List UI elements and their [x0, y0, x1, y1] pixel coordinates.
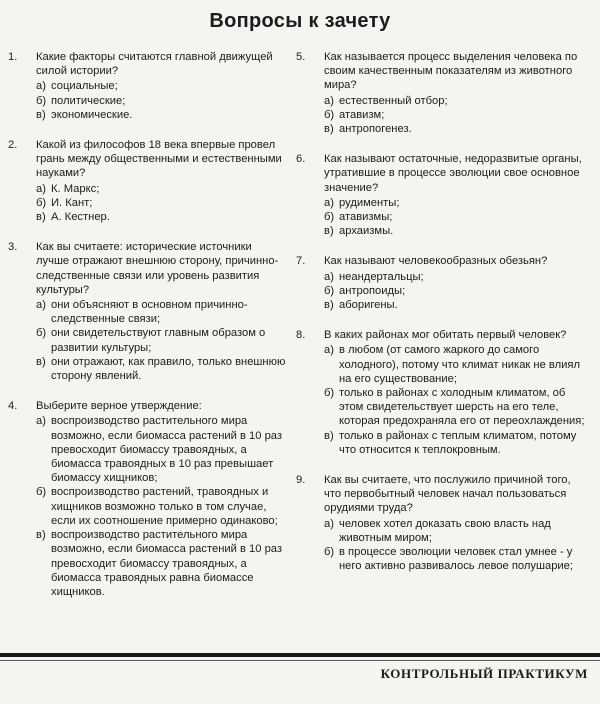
question-1	[8, 50, 286, 122]
option-a: а) естественный отбор;	[324, 94, 448, 107]
question-number: 3.	[8, 241, 18, 254]
question-number: 5.	[296, 51, 306, 63]
question-text: Как называют остаточные, недоразвитые органы, утратившие в процессе эволюции свое основное значение?	[324, 153, 582, 194]
option-b: б) антропоиды;	[324, 284, 406, 297]
option-a: а) воспроизводство растительного мира возможно, если биомасса растений в 10 раз превосходит биомассу травоядных, а биомасса травоядных в 10 раз превышает биомассу хищников;	[36, 415, 283, 485]
option-c: в) только в районах с теплым климатом, потому что относится к теплокровным.	[324, 429, 577, 456]
question-text: Как вы считаете: исторические источники лучше отражают внешнюю сторону, причинно-следственные связи или уровень развития культуры?	[36, 241, 279, 296]
option-a: а) в любом (от самого жаркого до самого холодного), потому что климат никак не влиял на его существование;	[324, 344, 580, 385]
question-text: Выберите верное утверждение:	[36, 400, 202, 413]
option-a: а) социальные;	[36, 80, 118, 93]
option-a: а) рудименты;	[324, 196, 400, 209]
footer-rule-thin	[0, 660, 600, 661]
question-number: 9.	[296, 474, 306, 487]
question-2	[8, 138, 286, 224]
question-number: 7.	[296, 255, 306, 268]
question-text: Как называется процесс выделения человека по своим качественным показателям из животного мира?	[324, 51, 578, 92]
left-column	[8, 50, 286, 599]
question-text: В каких районах мог обитать первый человек?	[324, 329, 567, 342]
option-a: а) человек хотел доказать свою власть над животным миром;	[324, 517, 551, 544]
question-number: 6.	[296, 153, 306, 166]
question-3	[8, 240, 286, 383]
option-b: б) только в районах с холодным климатом, об этом свидетельствует шерсть на его теле, которая предохраняла его от переохлаждения;	[324, 387, 585, 428]
question-5	[296, 50, 586, 136]
option-c: в) они отражают, как правило, только внешнюю сторону явлений.	[36, 355, 286, 383]
question-6	[296, 152, 586, 238]
option-b: б) воспроизводство растений, травоядных и хищников возможно только в том случае, если их соотношение примерно одинаково;	[36, 486, 278, 527]
option-b: б) атавизмы;	[324, 211, 393, 224]
option-b: б) И. Кант;	[36, 196, 93, 209]
option-c: в) аборигены.	[324, 299, 398, 312]
option-c: в) воспроизводство растительного мира возможно, если биомасса растений в 10 раз превосходит биомассу травоядных, а биомасса травоядных равна биомассе хищников.	[36, 529, 283, 598]
option-a: а) неандертальцы;	[324, 270, 424, 283]
footer-rule-thick	[0, 653, 600, 657]
option-b: б) атавизм;	[324, 108, 385, 121]
page-title: Вопросы к зачету	[209, 10, 391, 32]
question-text: Как вы считаете, что послужило причиной того, что первобытный человек начал пользоваться орудиями труда?	[324, 474, 571, 515]
question-text: Какие факторы считаются главной движущей силой истории?	[36, 51, 273, 78]
option-c: в) архаизмы.	[324, 225, 394, 238]
option-b: б) политические;	[36, 94, 126, 107]
option-a: а) К. Маркс;	[36, 182, 100, 195]
question-text: Как называют человекообразных обезьян?	[324, 255, 548, 268]
right-column	[296, 50, 586, 574]
question-8	[296, 328, 586, 457]
footer-running-title: КОНТРОЛЬНЫЙ ПРАКТИКУМ	[380, 666, 588, 681]
option-a: а) они объясняют в основном причинно-следственные связи;	[36, 299, 248, 326]
option-c: в) А. Кестнер.	[36, 211, 110, 224]
option-c: в) антропогенез.	[324, 123, 412, 136]
option-b: б) они свидетельствуют главным образом о развитии культуры;	[36, 327, 266, 354]
question-9	[296, 473, 586, 573]
question-number: 8.	[296, 329, 306, 342]
question-number: 1.	[8, 51, 18, 63]
option-c: в) экономические.	[36, 108, 133, 121]
question-number: 2.	[8, 139, 18, 152]
option-b: б) в процессе эволюции человек стал умнее - у него активно развивалось левое полушарие;	[324, 546, 573, 573]
question-4	[8, 399, 286, 599]
question-7	[296, 254, 586, 312]
question-number: 4.	[8, 400, 18, 413]
question-text: Какой из философов 18 века впервые провел грань между общественными и естественными науками?	[36, 139, 282, 180]
